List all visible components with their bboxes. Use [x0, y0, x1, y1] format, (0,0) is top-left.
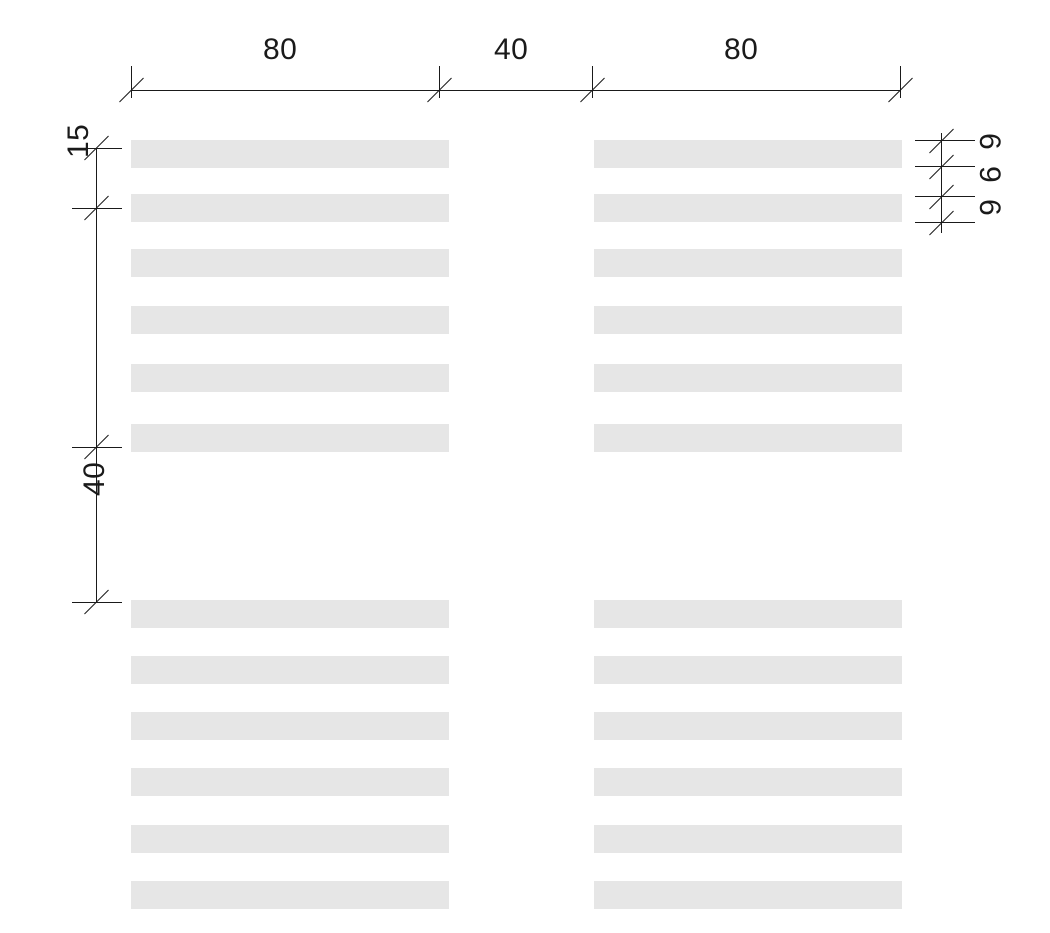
slat-bar [131, 600, 449, 628]
slat-bar [594, 768, 902, 796]
dimension-label-top-1: 80 [263, 33, 298, 66]
slat-bar [594, 881, 902, 909]
slat-bar [594, 600, 902, 628]
top-extension-line [439, 66, 440, 98]
right-dimension-line [941, 133, 942, 233]
slat-bar [131, 825, 449, 853]
slat-bar [594, 424, 902, 452]
slat-bar [131, 881, 449, 909]
dimension-label-right-3: 6 [973, 199, 1006, 217]
slat-bar [131, 306, 449, 334]
dimension-label-top-2: 40 [494, 33, 529, 66]
slat-bar [594, 140, 902, 168]
left-extension-line [72, 447, 122, 448]
slat-bar [131, 249, 449, 277]
slat-bar [594, 306, 902, 334]
slat-bar [131, 364, 449, 392]
slat-bar [131, 768, 449, 796]
top-extension-line [900, 66, 901, 98]
top-extension-line [592, 66, 593, 98]
slat-bar [594, 249, 902, 277]
slat-bar [131, 424, 449, 452]
slat-bar [594, 364, 902, 392]
left-dimension-line [96, 148, 97, 602]
top-dimension-line [131, 90, 900, 91]
left-extension-line [72, 208, 122, 209]
slat-bar [594, 194, 902, 222]
dimension-label-left-1: 15 [62, 123, 95, 158]
right-extension-line [915, 196, 975, 197]
slat-bar [131, 712, 449, 740]
right-extension-line [915, 140, 975, 141]
dimension-label-left-2: 40 [78, 461, 111, 496]
right-extension-line [915, 166, 975, 167]
slat-bar [131, 656, 449, 684]
slat-bar [594, 712, 902, 740]
left-extension-line [72, 602, 122, 603]
top-extension-line [131, 66, 132, 98]
slat-bar [131, 140, 449, 168]
dimension-label-right-2: 9 [973, 166, 1006, 184]
slat-bar [594, 656, 902, 684]
slat-bar [131, 194, 449, 222]
slat-bar [594, 825, 902, 853]
right-extension-line [915, 222, 975, 223]
dimension-label-top-3: 80 [724, 33, 759, 66]
dimension-label-right-1: 6 [973, 133, 1006, 151]
